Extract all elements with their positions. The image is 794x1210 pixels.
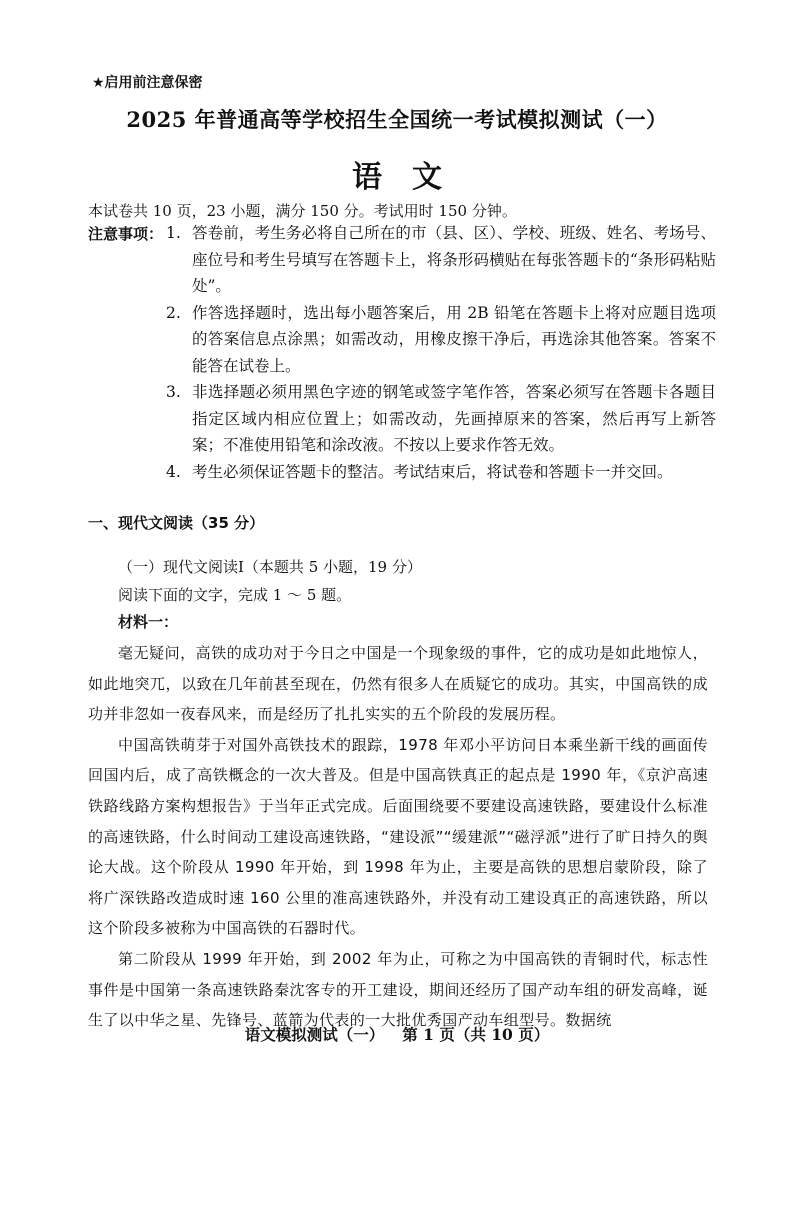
notice-item bbox=[166, 459, 716, 486]
notice-item bbox=[166, 220, 716, 300]
material-label: 材料一： bbox=[118, 613, 179, 631]
notice-label: 注意事项： bbox=[88, 225, 164, 243]
subject-title: 语 文 bbox=[352, 160, 442, 195]
notice-item-number: 3. bbox=[166, 383, 181, 401]
passage-paragraph: 第二阶段从 1999 年开始，到 2002 年为止，可称之为中国高铁的青铜时代，标志性事件是中国第一条高速铁路秦沈客专的开工建设，期间还经历了国产动车组的研发高峰，诞生了以中华之星、先锋号、蓝箭为代表的一大批优秀国产动车组型号。数据统 bbox=[88, 949, 708, 1030]
footer-subject: 语文模拟测试（一） bbox=[244, 1025, 385, 1044]
section-heading: 一、现代文阅读（35 分） bbox=[88, 514, 265, 532]
notice-item bbox=[166, 379, 716, 459]
notice-item bbox=[166, 300, 716, 380]
notice-item-number: 1. bbox=[166, 224, 181, 242]
passage-paragraph: 毫无疑问，高铁的成功对于今日之中国是一个现象级的事件，它的成功是如此地惊人，如此地突兀，以致在几年前甚至现在，仍然有很多人在质疑它的成功。其实，中国高铁的成功并非忽如一夜春风来，而是经历了扎扎实实的五个阶段的发展历程。 bbox=[88, 644, 708, 724]
notice-item-number: 4. bbox=[166, 462, 181, 481]
confidential-notice: ★启用前注意保密 bbox=[92, 75, 203, 91]
reading-instruction: 阅读下面的文字，完成 1 ～ 5 题。 bbox=[118, 586, 352, 604]
notice-item-text: 答卷前，考生务必将自己所在的市（县、区）、学校、班级、姓名、考场号、座位号和考生号填写在答题卡上，将条形码横贴在每张答题卡的“条形码粘贴处”。 bbox=[192, 224, 716, 295]
page-footer bbox=[0, 1023, 794, 1045]
notice-item-text: 非选择题必须用黑色字迹的钢笔或签字笔作答，答案必须写在答题卡各题目指定区域内相应位置上；如需改动，先画掉原来的答案，然后再写上新答案；不准使用铅笔和涂改液。不按以上要求作答无效。 bbox=[192, 383, 716, 454]
notice-item-text: 考生必须保证答题卡的整洁。考试结束后，将试卷和答题卡一并交回。 bbox=[192, 462, 673, 481]
notice-item-text: 作答选择题时，选出每小题答案后，用 2B 铅笔在答题卡上将对应题目选项的答案信息点涂黑；如需改动，用橡皮擦干净后，再选涂其他答案。答案不能答在试卷上。 bbox=[192, 303, 716, 375]
notice-list bbox=[166, 220, 716, 485]
notice-item-number: 2. bbox=[166, 303, 181, 322]
subsection-heading: （一）现代文阅读Ⅰ（本题共 5 小题，19 分） bbox=[118, 558, 422, 576]
exam-info: 本试卷共 10 页，23 小题，满分 150 分。考试用时 150 分钟。 bbox=[88, 202, 517, 220]
exam-title: 2025 年普通高等学校招生全国统一考试模拟测试（一） bbox=[126, 107, 668, 132]
reading-passage bbox=[88, 638, 708, 1036]
passage-paragraph: 中国高铁萌芽于对国外高铁技术的跟踪，1978 年邓小平访问日本乘坐新干线的画面传回国内后，成了高铁概念的一次大普及。但是中国高铁真正的起点是 1990 年，《京沪高速铁路线路方案构想报告》于当年正式完成。后面围绕要不要建设高速铁路，要建设什么标准的高速铁路，什么时间动工建设高速铁路，“建设派”“缓建派”“磁浮派”进行了旷日持久的舆论大战。这个阶段从 1990 年开始，到 1998 年为止，主要是高铁的思想启蒙阶段，除了将广深铁路改造成时速 160 公里的准高速铁路外，并没有动工建设真正的高速铁路，所以这个阶段多被称为中国高铁的石器时代。 bbox=[88, 735, 708, 938]
footer-page-number: 第 1 页（共 10 页） bbox=[402, 1025, 550, 1044]
